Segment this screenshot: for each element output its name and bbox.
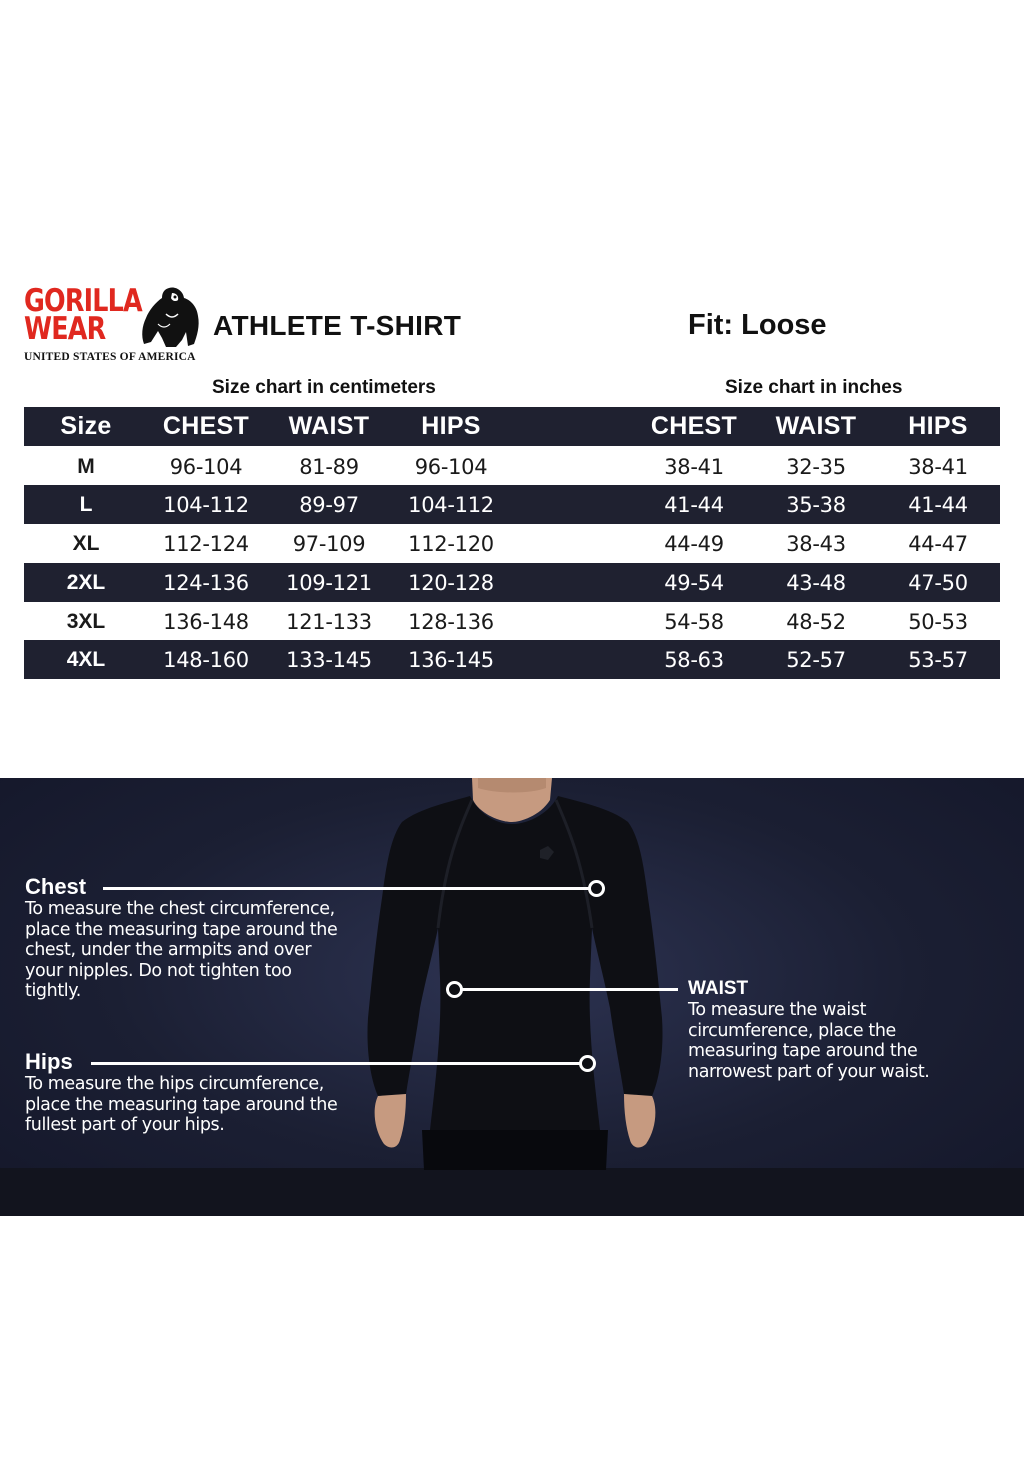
brand-logo [24, 284, 200, 368]
cell-hips-in: 38-41 [908, 454, 968, 479]
cell-chest-in: 54-58 [664, 609, 724, 634]
logo-word-gorilla: GORILLA [24, 283, 142, 319]
cell-hips-in: 41-44 [908, 492, 968, 517]
cell-size: XL [72, 531, 100, 555]
cell-chest-cm: 136-148 [163, 609, 249, 634]
cell-waist-in: 32-35 [786, 454, 846, 479]
chest-instructions: To measure the chest circumference, place the measuring tape around the chest, under the armpits and over your nipples. Do not tighten too tightly. [25, 899, 338, 1001]
cell-waist-cm: 81-89 [299, 454, 359, 479]
cell-hips-cm: 112-120 [408, 531, 494, 556]
table-row [24, 524, 1000, 563]
cell-hips-in: 47-50 [908, 570, 968, 595]
brand-subtitle: UNITED STATES OF AMERICA [24, 351, 196, 363]
cell-hips-cm: 120-128 [408, 570, 494, 595]
cell-size: 2XL [66, 570, 106, 594]
header-hips-in: HIPS [908, 412, 968, 440]
hips-measure-line [91, 1062, 581, 1065]
table-header-row [24, 407, 1000, 446]
header-waist-cm: WAIST [288, 412, 370, 440]
table-row [24, 485, 1000, 524]
cell-waist-cm: 121-133 [286, 609, 372, 634]
cell-waist-cm: 133-145 [286, 647, 372, 672]
cell-chest-cm: 148-160 [163, 647, 249, 672]
waist-measure-line [460, 988, 678, 991]
cell-waist-cm: 89-97 [299, 492, 359, 517]
header-size: Size [60, 412, 112, 440]
cell-waist-in: 43-48 [786, 570, 846, 595]
cell-hips-in: 53-57 [908, 647, 968, 672]
cell-chest-in: 49-54 [664, 570, 724, 595]
cell-hips-cm: 104-112 [408, 492, 494, 517]
cell-size: 3XL [66, 609, 106, 633]
cell-waist-cm: 109-121 [286, 570, 372, 595]
waist-title: WAIST [688, 978, 749, 999]
table-row [24, 447, 1000, 486]
cell-chest-in: 44-49 [664, 531, 724, 556]
table-row [24, 563, 1000, 602]
cell-waist-in: 52-57 [786, 647, 846, 672]
cell-size: M [77, 454, 95, 478]
product-title: ATHLETE T-SHIRT [213, 310, 462, 341]
cell-chest-cm: 124-136 [163, 570, 249, 595]
size-chart-table [24, 407, 1000, 679]
cell-chest-in: 38-41 [664, 454, 724, 479]
header-chest-cm: CHEST [162, 412, 250, 440]
cell-chest-in: 41-44 [664, 492, 724, 517]
chest-measure-line [103, 887, 590, 890]
table-row [24, 640, 1000, 679]
logo-word-wear: WEAR [24, 311, 106, 347]
chest-measure-point [588, 880, 605, 897]
cell-chest-cm: 112-124 [163, 531, 249, 556]
cell-chest-cm: 96-104 [169, 454, 243, 479]
cell-hips-in: 50-53 [908, 609, 968, 634]
cell-size: 4XL [66, 647, 106, 671]
hips-measure-point [579, 1055, 596, 1072]
header-hips-cm: HIPS [421, 412, 481, 440]
cell-hips-cm: 136-145 [408, 647, 494, 672]
cell-hips-in: 44-47 [908, 531, 968, 556]
table-row [24, 602, 1000, 641]
fit-label: Fit: Loose [688, 309, 827, 341]
chest-title: Chest [25, 874, 87, 899]
measurement-guide [0, 778, 1024, 1216]
cell-hips-cm: 96-104 [414, 454, 488, 479]
cell-waist-in: 38-43 [786, 531, 846, 556]
gorilla-icon [136, 284, 202, 350]
cell-waist-cm: 97-109 [292, 531, 366, 556]
waist-instructions: To measure the waist circumference, place the measuring tape around the narrowest part of your waist. [688, 1000, 930, 1082]
caption-inches: Size chart in inches [725, 377, 903, 398]
model-figure [360, 778, 670, 1170]
cell-waist-in: 35-38 [786, 492, 846, 517]
guide-bottom-band [0, 1168, 1024, 1216]
hips-title: Hips [25, 1049, 73, 1074]
hips-instructions: To measure the hips circumference, place the measuring tape around the fullest part of your hips. [25, 1074, 338, 1135]
cell-waist-in: 48-52 [786, 609, 846, 634]
cell-hips-cm: 128-136 [408, 609, 494, 634]
cell-chest-in: 58-63 [664, 647, 724, 672]
header-waist-in: WAIST [775, 412, 857, 440]
cell-chest-cm: 104-112 [163, 492, 249, 517]
header-chest-in: CHEST [650, 412, 738, 440]
cell-size: L [79, 492, 93, 516]
caption-centimeters: Size chart in centimeters [212, 377, 436, 398]
